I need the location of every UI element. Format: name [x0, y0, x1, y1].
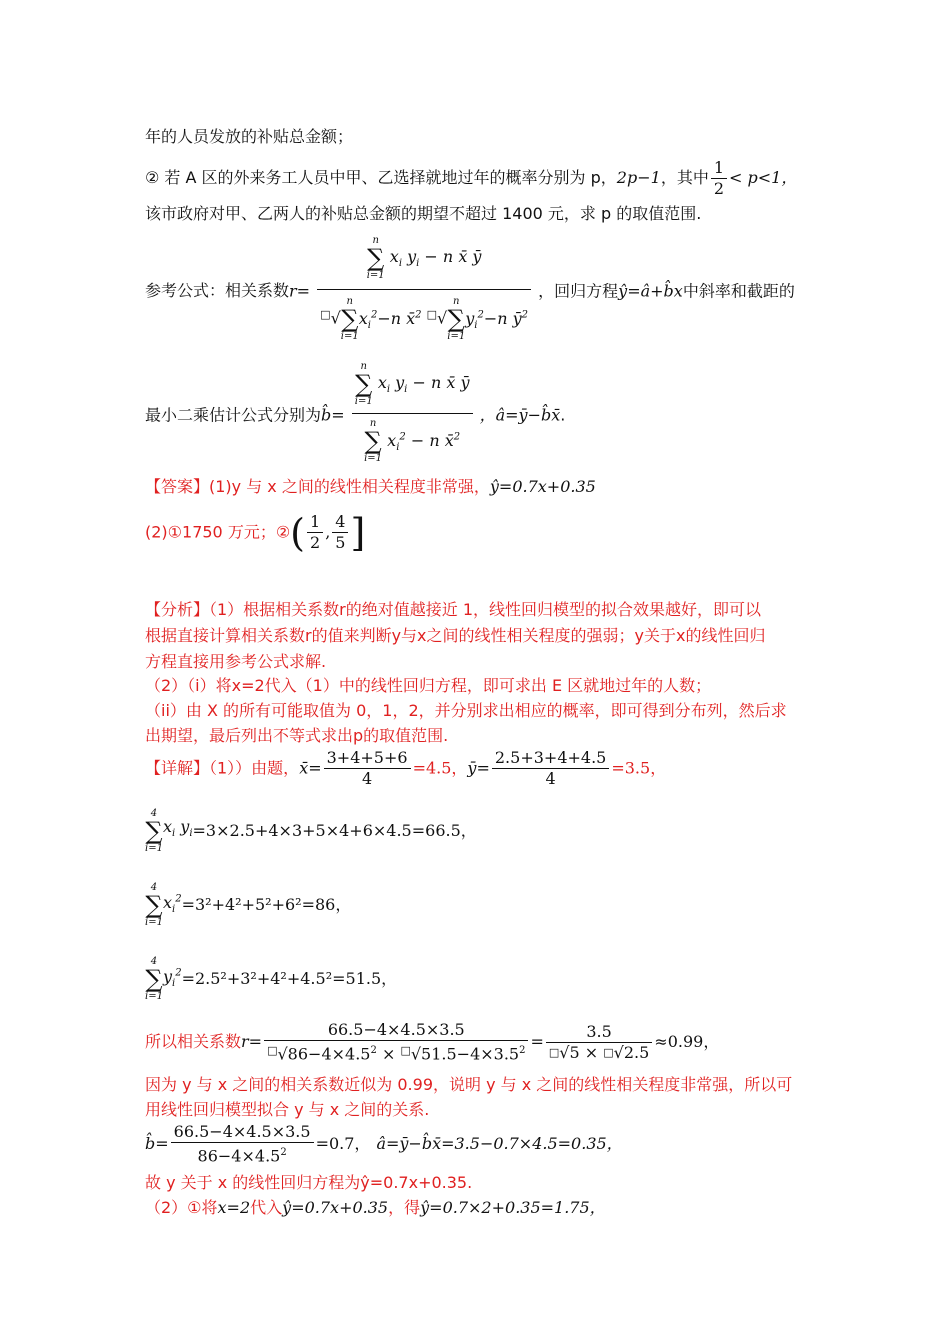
question-line-2: ② 若 A 区的外来务工人员中甲、乙选择就地过年的概率分别为 p，2p−1，其中 $\frac{1}{2}$ < p<1， — [145, 158, 798, 198]
answer-line-2: (2)①1750 万元；②( $\frac{1}{2}$ , $\frac{4}{5}$ ] — [145, 510, 366, 555]
analysis-line-4: （2）（i）将x=2代入（1）中的线性回归方程，即可求出 E 区就地过年的人数； — [145, 676, 712, 695]
expr-2p-1: 2p−1 — [616, 168, 661, 187]
r-value-line: 所以相关系数r= $\frac{66.5-4\times 4.5\times 3.5}{^□√86-4\times 4.5^2 \times ^□√51.5-4\times 3.5^2}$ = $\frac{3.5}{^□√5 \times ^□√2.5}$ ≈0.99， — [145, 1020, 720, 1064]
slope-intercept-line: b̂= $\frac{66.5-4\times 4.5\times 3.5}{86-4\times 4.5^2}$ =0.7， â=ȳ−b̂x̄=3.5−0.7×4.5=0.35， — [145, 1122, 623, 1166]
conclusion-line-2: 用线性回归模型拟合 y 与 x 之间的关系. — [145, 1100, 430, 1119]
fraction-half: $\frac{1}{2}$ — [711, 158, 727, 199]
answer-line-1: 【答案】(1)y 与 x 之间的线性相关程度非常强，ŷ=0.7x+0.35 — [145, 477, 596, 496]
part2-line: （2）①将x=2代入ŷ=0.7x+0.35，得ŷ=0.7×2+0.35=1.75， — [145, 1198, 606, 1217]
correlation-fraction: n ∑ i=1 $x_i$ $y_i - n$ x̄ ȳ □√ n ∑ i=1 $x_i^2-n$ x̄$^2$ □√ n ∑ i=1 $y_i^2-n$ $ȳ^2$ — [317, 232, 531, 351]
detail-lead: 【详解】（1））由题，x̄= $\frac{3+4+5+6}{4}$ =4.5，ȳ= $\frac{2.5+3+4+4.5}{4}$ =3.5， — [145, 748, 667, 788]
inequality-tail: < p<1， — [729, 168, 798, 187]
analysis-line-5: （ii）由 X 的所有可能取值为 0，1，2，并分别求出相应的概率，即可得到分布列，然后求 — [145, 701, 787, 720]
analysis-line-2: 根据直接计算相关系数r的值来判断y与x之间的线性相关程度的强弱；y关于x的线性回归 — [145, 626, 766, 645]
sum-x2-line: 4 ∑ i=1 $x_i^2=3^2+4^2+5^2+6^2=86$， — [145, 882, 352, 928]
analysis-line-3: 方程直接用参考公式求解. — [145, 652, 327, 671]
question-line-1: 年的人员发放的补贴总金额； — [145, 127, 354, 146]
least-squares-formula: 最小二乘估计公式分别为b̂= n ∑ i=1 $x_i$ $y_i - n$ x̄ ȳ n ∑ i=1 $x_i^2 - n$ x̄$^2$ ，â=ȳ−b̂x̄. — [145, 360, 565, 465]
sum-y2-line: 4 ∑ i=1 $y_i^2=2.5^2+3^2+4^2+4.5^2=51.5$， — [145, 956, 398, 1002]
analysis-line-6: 出期望，最后列出不等式求出p的取值范围. — [145, 726, 449, 745]
slope-fraction: n ∑ i=1 $x_i$ $y_i - n$ x̄ ȳ n ∑ i=1 $x_i^2 - n$ x̄$^2$ — [352, 360, 473, 471]
conclusion-line-1: 因为 y 与 x 之间的相关系数近似为 0.99，说明 y 与 x 之间的线性相关程度非常强，所以可 — [145, 1075, 793, 1094]
analysis-line-1: 【分析】（1）根据相关系数r的绝对值越接近 1，线性回归模型的拟合效果越好，即可以 — [145, 600, 762, 619]
correlation-formula: 参考公式：相关系数r= n ∑ i=1 $x_i$ $y_i - n$ x̄ ȳ □√ n ∑ i=1 $x_i^2-n$ x̄$^2$ □√ n ∑ i=1 $y_i^2-n$ $ȳ^2$ ，回归方程ŷ=â+b̂x中斜率和截距的 — [145, 232, 795, 342]
final-equation-line: 故 y 关于 x 的线性回归方程为ŷ=0.7x+0.35. — [145, 1173, 473, 1192]
question-line-3: 该市政府对甲、乙两人的补贴总金额的期望不超过 1400 元，求 p 的取值范围. — [145, 204, 702, 223]
sum-xy-line: 4 ∑ i=1 $x_i$ $y_i=3\times 2.5+4\times 3+5\times 4+6\times 4.5=66.5$， — [145, 808, 477, 854]
